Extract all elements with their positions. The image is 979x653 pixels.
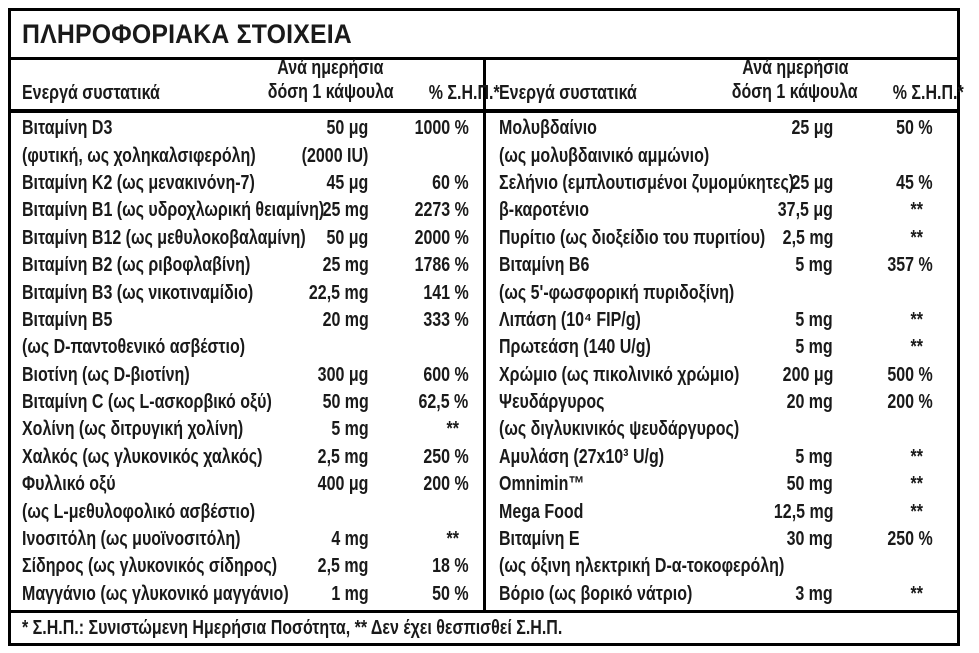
dose-amount-text: 300 μg	[317, 363, 369, 386]
ingredient-name	[499, 583, 734, 606]
column-header-ingredients	[499, 82, 716, 105]
dose-amount-text: 50 μg	[326, 226, 369, 249]
daily-value-percent	[833, 391, 933, 414]
daily-value-percent-text: 45 %	[896, 171, 933, 194]
ingredient-name	[22, 582, 289, 606]
daily-value-percent	[369, 446, 469, 469]
dose-amount	[733, 583, 833, 606]
table-row	[11, 526, 483, 553]
column-header-daily-value-label: % Σ.Η.Π.*	[428, 82, 500, 104]
ingredient-rows-right	[486, 113, 958, 610]
table-row	[486, 416, 958, 443]
ingredient-name-text: Μολυβδαίνιο	[498, 117, 597, 140]
ingredient-name-text: (ως L-μεθυλοφολικό ασβέστιο)	[22, 500, 256, 523]
daily-value-percent-text: 50 %	[896, 117, 933, 140]
ingredient-name	[22, 282, 269, 305]
daily-value-percent-text: **	[910, 226, 924, 249]
dose-amount-text: 25 mg	[322, 199, 369, 222]
dose-amount	[269, 418, 369, 441]
column-header-dose-line2: δόση 1 κάψουλα	[732, 81, 858, 103]
dose-amount-text: 5 mg	[795, 336, 833, 359]
column-header-dose	[251, 57, 411, 105]
column-header-ingredients	[22, 82, 251, 105]
dose-amount-text: 45 μg	[326, 171, 369, 194]
ingredient-name	[22, 501, 269, 524]
ingredient-name	[22, 226, 306, 250]
dose-amount	[733, 501, 833, 524]
daily-value-percent	[833, 336, 933, 359]
ingredient-name	[22, 446, 269, 469]
daily-value-percent-text: **	[910, 582, 924, 605]
daily-value-percent-text: 2273 %	[414, 199, 469, 222]
ingredient-name	[499, 391, 734, 414]
daily-value-percent-text: 18 %	[432, 555, 469, 578]
daily-value-percent-text: 200 %	[423, 473, 469, 496]
ingredient-name-text: Βιταμίνη D3	[22, 117, 113, 140]
table-row	[11, 389, 483, 416]
dose-amount	[269, 555, 369, 578]
table-row	[11, 279, 483, 306]
daily-value-percent	[369, 418, 469, 441]
ingredient-name-text: Mega Food	[498, 500, 583, 523]
table-row	[11, 498, 483, 525]
table-row	[11, 307, 483, 334]
footnote-text: * Σ.Η.Π.: Συνιστώμενη Ημερήσια Ποσότητα, ** Δεν έχει θεσπισθεί Σ.Η.Π.	[22, 616, 563, 639]
dose-amount-text: 50 μg	[326, 117, 369, 140]
daily-value-percent	[833, 199, 933, 222]
table-row	[486, 389, 958, 416]
table-row	[486, 279, 958, 306]
daily-value-percent	[833, 583, 933, 606]
daily-value-percent-text: 500 %	[887, 363, 933, 386]
ingredient-name	[22, 528, 269, 551]
table-row	[11, 170, 483, 197]
daily-value-percent	[833, 254, 933, 277]
ingredient-name	[22, 391, 272, 414]
ingredient-name-text: Ψευδάργυρος	[498, 391, 604, 414]
daily-value-percent	[369, 282, 469, 305]
daily-value-percent	[369, 473, 469, 496]
daily-value-percent-text: 1786 %	[414, 254, 469, 277]
daily-value-percent-text: 600 %	[423, 363, 469, 386]
ingredient-name	[499, 282, 734, 305]
ingredient-name-text: (ως D-παντοθενικό ασβέστιο)	[22, 336, 246, 359]
table-title-row	[11, 11, 957, 60]
daily-value-percent-text: 357 %	[887, 254, 933, 277]
daily-value-percent	[369, 391, 469, 414]
daily-value-percent-text: 2000 %	[414, 226, 469, 249]
dose-amount-text: 50 mg	[322, 391, 369, 414]
ingredient-name-text: Χρώμιο (ως πικολινικό χρώμιο)	[498, 363, 739, 386]
dose-amount	[269, 473, 369, 496]
daily-value-percent-text: 1000 %	[414, 117, 469, 140]
dose-amount-text: 2,5 mg	[317, 555, 369, 578]
ingredient-name	[498, 555, 784, 578]
dose-amount-text: 5 mg	[795, 445, 833, 468]
dose-amount-text: 22,5 mg	[308, 281, 369, 304]
column-header-dose	[715, 57, 875, 105]
ingredient-name	[499, 309, 734, 332]
ingredient-name-text: Χολίνη (ως διτρυγική χολίνη)	[22, 418, 244, 441]
dose-amount	[733, 528, 833, 551]
ingredient-name-text: (ως 5'-φωσφορική πυριδοξίνη)	[498, 281, 734, 304]
table-row	[486, 553, 958, 580]
dose-amount-text: 3 mg	[795, 582, 833, 605]
ingredient-name	[499, 254, 734, 277]
ingredient-name-text: Σελήνιο (εμπλουτισμένοι ζυμομύκητες)	[498, 171, 794, 194]
dose-amount	[269, 446, 369, 469]
table-row	[11, 416, 483, 443]
ingredient-name	[499, 446, 734, 469]
dose-amount	[733, 309, 833, 332]
daily-value-percent-text: **	[910, 500, 924, 523]
daily-value-percent-text: **	[910, 199, 924, 222]
ingredient-name	[22, 117, 269, 140]
ingredient-name-text: Αμυλάση (27x10³ U/g)	[498, 445, 664, 468]
daily-value-percent-text: **	[446, 418, 459, 441]
ingredient-name-text: β-καροτένιο	[498, 199, 589, 222]
daily-value-percent-text: 60 %	[432, 171, 469, 194]
table-row	[486, 197, 958, 224]
ingredient-name	[499, 473, 734, 496]
ingredient-name	[498, 226, 765, 250]
column-header-daily-value	[411, 82, 500, 105]
ingredient-name-text: (ως όξινη ηλεκτρική D-α-τοκοφερόλη)	[498, 555, 784, 578]
dose-amount	[269, 364, 369, 387]
dose-amount-text: 30 mg	[786, 528, 833, 551]
ingredient-name	[22, 418, 269, 441]
dose-amount	[269, 254, 369, 277]
panel-header-left	[11, 57, 500, 113]
dose-amount	[733, 199, 833, 222]
daily-value-percent-text: **	[910, 473, 924, 496]
daily-value-percent	[833, 117, 933, 140]
table-row	[486, 471, 958, 498]
dose-amount	[269, 282, 369, 305]
ingredient-name-text: Βιταμίνη B12 (ως μεθυλοκοβαλαμίνη)	[22, 226, 306, 249]
ingredient-name	[498, 171, 794, 195]
dose-amount	[269, 145, 369, 168]
dose-amount-text: 2,5 mg	[782, 226, 833, 249]
column-header-daily-value-label: % Σ.Η.Π.*	[892, 82, 964, 104]
dose-amount	[733, 254, 833, 277]
ingredient-name-text: Βιταμίνη B2 (ως ριβοφλαβίνη)	[22, 254, 251, 277]
column-header-daily-value	[875, 82, 964, 105]
dose-amount	[269, 172, 369, 195]
daily-value-percent-text: 62,5 %	[418, 391, 469, 414]
dose-amount-text: 5 mg	[795, 254, 833, 277]
table-row	[11, 581, 483, 608]
daily-value-percent-text: 141 %	[423, 281, 469, 304]
ingredient-name	[22, 473, 269, 496]
dose-amount-text: 20 mg	[322, 308, 369, 331]
daily-value-percent	[369, 199, 469, 222]
table-row	[486, 225, 958, 252]
daily-value-percent-text: 250 %	[887, 528, 933, 551]
table-row	[486, 498, 958, 525]
panel-header-right	[486, 57, 964, 113]
ingredient-name	[22, 364, 269, 387]
ingredient-name	[22, 254, 269, 277]
column-header-dose-line1: Ανά ημερήσια	[277, 57, 384, 79]
ingredient-name-text: Βιταμίνη B1 (ως υδροχλωρική θειαμίνη)	[22, 199, 325, 222]
daily-value-percent	[369, 309, 469, 332]
ingredient-name	[498, 363, 739, 387]
daily-value-percent-text: **	[446, 528, 459, 551]
daily-value-percent	[369, 364, 469, 387]
ingredient-name-text: Φυλλικό οξύ	[22, 473, 116, 496]
dose-amount-text: 5 mg	[331, 418, 369, 441]
column-header-ingredients-label: Ενεργά συστατικά	[22, 82, 160, 104]
dose-amount	[269, 309, 369, 332]
ingredient-name-text: (ως μολυβδαινικό αμμώνιο)	[498, 144, 709, 167]
ingredient-name-text: (φυτική, ως χοληκαλσιφερόλη)	[22, 144, 256, 167]
ingredient-name-text: Λιπάση (10⁴ FIP/g)	[498, 308, 641, 331]
ingredient-name	[499, 199, 734, 222]
daily-value-percent	[369, 227, 469, 250]
dose-amount	[733, 473, 833, 496]
daily-value-percent	[833, 227, 933, 250]
table-row	[486, 526, 958, 553]
table-row	[11, 334, 483, 361]
table-row	[486, 362, 958, 389]
ingredient-name-text: Χαλκός (ως γλυκονικός χαλκός)	[22, 445, 263, 468]
dose-amount-text: 25 mg	[322, 254, 369, 277]
daily-value-percent	[833, 172, 933, 195]
dose-amount	[733, 336, 833, 359]
dose-amount	[269, 528, 369, 551]
ingredient-rows-left	[11, 113, 483, 610]
column-header-dose-line2: δόση 1 κάψουλα	[267, 81, 394, 103]
dose-amount-text: (2000 IU)	[301, 144, 369, 167]
ingredient-name	[499, 145, 734, 168]
dose-amount-text: 2,5 mg	[317, 445, 369, 468]
table-row	[486, 334, 958, 361]
table-title: ΠΛΗΡΟΦΟΡΙΑΚΑ ΣΤΟΙΧΕΙΑ	[22, 18, 352, 49]
ingredient-name-text: Βιταμίνη C (ως L-ασκορβικό οξύ)	[22, 391, 272, 414]
ingredient-name-text: Omnimin™	[498, 473, 584, 496]
ingredient-name	[22, 555, 278, 578]
table-row	[11, 471, 483, 498]
ingredient-name-text: Πρωτεάση (140 U/g)	[498, 336, 651, 359]
daily-value-percent	[833, 501, 933, 524]
ingredients-panel-right	[483, 57, 964, 610]
table-row	[486, 252, 958, 279]
column-header-ingredients-label: Ενεργά συστατικά	[498, 82, 637, 104]
dose-amount-text: 50 mg	[786, 473, 833, 496]
daily-value-percent-text: 50 %	[432, 582, 469, 605]
dose-amount-text: 12,5 mg	[773, 500, 833, 523]
ingredient-name-text: Βιταμίνη K2 (ως μενακινόνη-7)	[22, 171, 255, 194]
dose-amount-text: 400 μg	[317, 473, 369, 496]
dose-amount	[733, 446, 833, 469]
dose-amount	[269, 391, 369, 414]
ingredient-name	[22, 309, 269, 332]
daily-value-percent	[833, 446, 933, 469]
dose-amount	[733, 391, 833, 414]
dose-amount	[269, 117, 369, 140]
ingredient-name-text: Βιταμίνη E	[498, 528, 580, 551]
daily-value-percent-text: 250 %	[423, 445, 469, 468]
table-row	[11, 142, 483, 169]
daily-value-percent	[833, 309, 933, 332]
ingredient-name	[499, 528, 734, 551]
ingredient-name-text: (ως διγλυκινικός ψευδάργυρος)	[498, 418, 739, 441]
column-header-dose-line1: Ανά ημερήσια	[741, 57, 849, 79]
table-row	[11, 252, 483, 279]
table-row	[486, 115, 958, 142]
ingredient-name	[22, 336, 269, 359]
daily-value-percent	[369, 528, 469, 551]
daily-value-percent-text: **	[910, 336, 924, 359]
ingredient-name	[22, 199, 325, 222]
dose-amount-text: 20 mg	[786, 391, 833, 414]
ingredient-name-text: Βιταμίνη B3 (ως νικοτιναμίδιο)	[22, 281, 254, 304]
ingredient-name-text: Σίδηρος (ως γλυκονικός σίδηρος)	[22, 555, 278, 578]
ingredient-name-text: Βιταμίνη B5	[22, 308, 113, 331]
daily-value-percent-text: 333 %	[423, 308, 469, 331]
daily-value-percent-text: **	[910, 445, 924, 468]
table-row	[11, 553, 483, 580]
daily-value-percent	[369, 254, 469, 277]
table-row	[486, 142, 958, 169]
table-row	[486, 444, 958, 471]
table-row	[11, 444, 483, 471]
table-row	[486, 581, 958, 608]
ingredient-name-text: Βόριο (ως βορικό νάτριο)	[498, 582, 692, 605]
daily-value-percent	[369, 117, 469, 140]
dose-amount-text: 4 mg	[331, 528, 369, 551]
table-row	[486, 307, 958, 334]
table-row	[486, 170, 958, 197]
dose-amount	[733, 117, 833, 140]
ingredient-name	[499, 336, 734, 359]
daily-value-percent	[833, 364, 933, 387]
ingredient-name-text: Μαγγάνιο (ως γλυκονικό μαγγάνιο)	[22, 582, 289, 605]
dose-amount-text: 1 mg	[331, 582, 369, 605]
daily-value-percent	[833, 473, 933, 496]
daily-value-percent-text: **	[910, 308, 924, 331]
dose-amount-text: 200 μg	[782, 363, 833, 386]
ingredient-name	[22, 145, 269, 168]
ingredient-name	[499, 501, 734, 524]
dose-amount-text: 25 μg	[791, 171, 833, 194]
ingredients-panel-left	[11, 57, 500, 610]
ingredient-name	[22, 172, 269, 195]
nutrition-facts-table	[8, 8, 964, 646]
daily-value-percent-text: 200 %	[887, 391, 933, 414]
ingredient-name-text: Βιταμίνη B6	[498, 254, 589, 277]
table-row	[11, 225, 483, 252]
footnote-row	[11, 610, 957, 643]
table-row	[11, 362, 483, 389]
ingredient-name	[498, 418, 739, 441]
daily-value-percent	[369, 583, 469, 606]
table-columns	[11, 57, 964, 610]
dose-amount-text: 37,5 μg	[777, 199, 833, 222]
ingredient-name-text: Πυρίτιο (ως διοξείδιο του πυριτίου)	[498, 226, 765, 249]
dose-amount	[733, 364, 833, 387]
table-row	[11, 115, 483, 142]
daily-value-percent	[369, 172, 469, 195]
ingredient-name-text: Ινοσιτόλη (ως μυοϊνοσιτόλη)	[22, 528, 241, 551]
daily-value-percent	[833, 528, 933, 551]
ingredient-name	[499, 117, 734, 140]
ingredient-name-text: Βιοτίνη (ως D-βιοτίνη)	[22, 363, 190, 386]
daily-value-percent	[369, 555, 469, 578]
table-row	[11, 197, 483, 224]
dose-amount-text: 5 mg	[795, 308, 833, 331]
dose-amount-text: 25 μg	[791, 117, 833, 140]
